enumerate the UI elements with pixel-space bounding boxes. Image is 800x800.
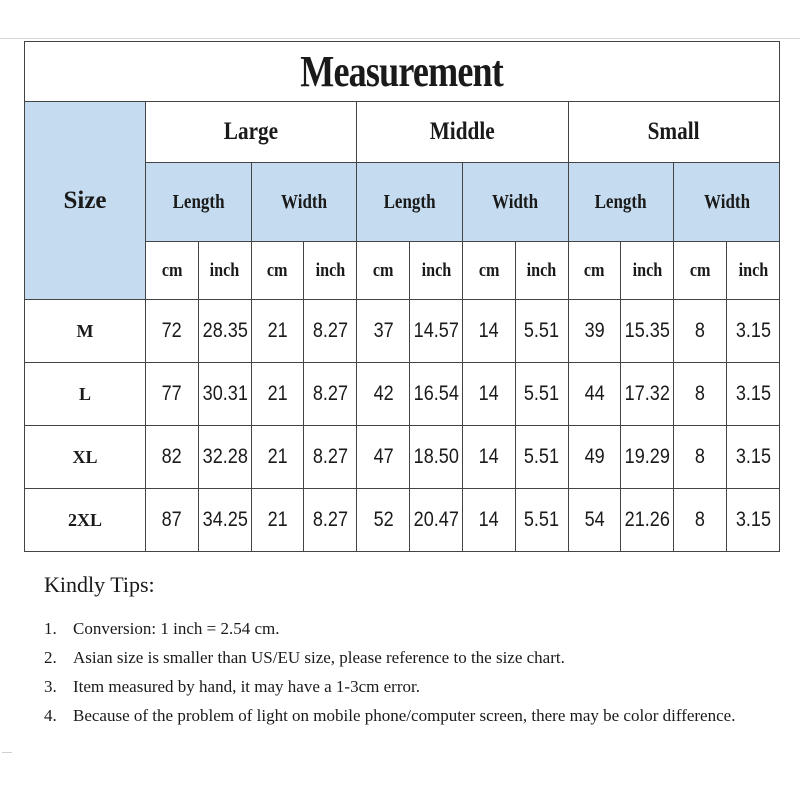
kindly-tips: [44, 572, 764, 730]
tip-item: 4. Because of the problem of light on mobile phone/computer screen, there may be color difference.: [44, 706, 736, 725]
table-cell: 15.35: [621, 300, 674, 363]
size-cell: L: [25, 363, 146, 426]
table-cell: 14.57: [410, 300, 463, 363]
group-header-small: Small: [568, 102, 779, 163]
table-cell: 49: [568, 426, 621, 489]
unit-header-inch: inch: [304, 242, 357, 300]
table-cell: 8.27: [304, 426, 357, 489]
table-cell: 3.15: [727, 426, 780, 489]
table-cell: 17.32: [621, 363, 674, 426]
table-row: [25, 363, 780, 426]
unit-header-cm: cm: [462, 242, 515, 300]
table-cell: 21: [251, 489, 304, 552]
table-cell: 5.51: [515, 489, 568, 552]
size-cell: XL: [25, 426, 146, 489]
tip-item: 1. Conversion: 1 inch = 2.54 cm.: [44, 619, 280, 638]
table-cell: 21.26: [621, 489, 674, 552]
table-cell: 34.25: [198, 489, 251, 552]
table-cell: 42: [357, 363, 410, 426]
unit-header-cm: cm: [251, 242, 304, 300]
table-cell: 20.47: [410, 489, 463, 552]
table-row: [25, 489, 780, 552]
table-row: [25, 300, 780, 363]
tips-list: [44, 614, 764, 730]
table-cell: 8.27: [304, 489, 357, 552]
table-cell: 87: [146, 489, 199, 552]
table-cell: 52: [357, 489, 410, 552]
unit-header-cm: cm: [146, 242, 199, 300]
table-cell: 3.15: [727, 363, 780, 426]
tip-item: 3. Item measured by hand, it may have a 1-3cm error.: [44, 677, 420, 696]
table-cell: 54: [568, 489, 621, 552]
table-cell: 21: [251, 300, 304, 363]
subheader-width: Width: [674, 163, 780, 242]
unit-header-cm: cm: [568, 242, 621, 300]
edge-mark: [2, 752, 12, 753]
table-row: [25, 426, 780, 489]
table-cell: 8: [674, 426, 727, 489]
table-cell: 8: [674, 363, 727, 426]
table-cell: 5.51: [515, 426, 568, 489]
group-header-middle: Middle: [357, 102, 568, 163]
table-cell: 3.15: [727, 489, 780, 552]
unit-header-inch: inch: [727, 242, 780, 300]
table-cell: 16.54: [410, 363, 463, 426]
table-cell: 30.31: [198, 363, 251, 426]
table-cell: 72: [146, 300, 199, 363]
subheader-width: Width: [251, 163, 357, 242]
tips-title: Kindly Tips:: [44, 572, 155, 597]
table-cell: 37: [357, 300, 410, 363]
unit-header-cm: cm: [357, 242, 410, 300]
table-cell: 14: [462, 489, 515, 552]
tip-item: 2. Asian size is smaller than US/EU size, please reference to the size chart.: [44, 648, 565, 667]
group-header-large: Large: [146, 102, 357, 163]
table-cell: 8.27: [304, 363, 357, 426]
table-cell: 8: [674, 300, 727, 363]
subheader-length: Length: [568, 163, 674, 242]
unit-header-inch: inch: [410, 242, 463, 300]
subheader-width: Width: [462, 163, 568, 242]
table-cell: 14: [462, 300, 515, 363]
table-cell: 14: [462, 426, 515, 489]
size-cell: 2XL: [25, 489, 146, 552]
unit-header-inch: inch: [198, 242, 251, 300]
table-cell: 8.27: [304, 300, 357, 363]
table-cell: 5.51: [515, 300, 568, 363]
size-column-header: Size: [25, 102, 146, 300]
table-cell: 21: [251, 363, 304, 426]
table-cell: 82: [146, 426, 199, 489]
table-cell: 77: [146, 363, 199, 426]
table-cell: 47: [357, 426, 410, 489]
table-cell: 19.29: [621, 426, 674, 489]
table-cell: 28.35: [198, 300, 251, 363]
size-chart-table: [24, 41, 780, 552]
subheader-length: Length: [146, 163, 252, 242]
table-title: Measurement: [25, 42, 780, 102]
table-cell: 3.15: [727, 300, 780, 363]
unit-header-cm: cm: [674, 242, 727, 300]
table-cell: 44: [568, 363, 621, 426]
table-cell: 39: [568, 300, 621, 363]
table-cell: 32.28: [198, 426, 251, 489]
top-divider: [0, 38, 800, 39]
table-cell: 5.51: [515, 363, 568, 426]
table-cell: 8: [674, 489, 727, 552]
subheader-length: Length: [357, 163, 463, 242]
table-cell: 14: [462, 363, 515, 426]
unit-header-inch: inch: [515, 242, 568, 300]
size-cell: M: [25, 300, 146, 363]
unit-header-inch: inch: [621, 242, 674, 300]
table-cell: 21: [251, 426, 304, 489]
table-cell: 18.50: [410, 426, 463, 489]
